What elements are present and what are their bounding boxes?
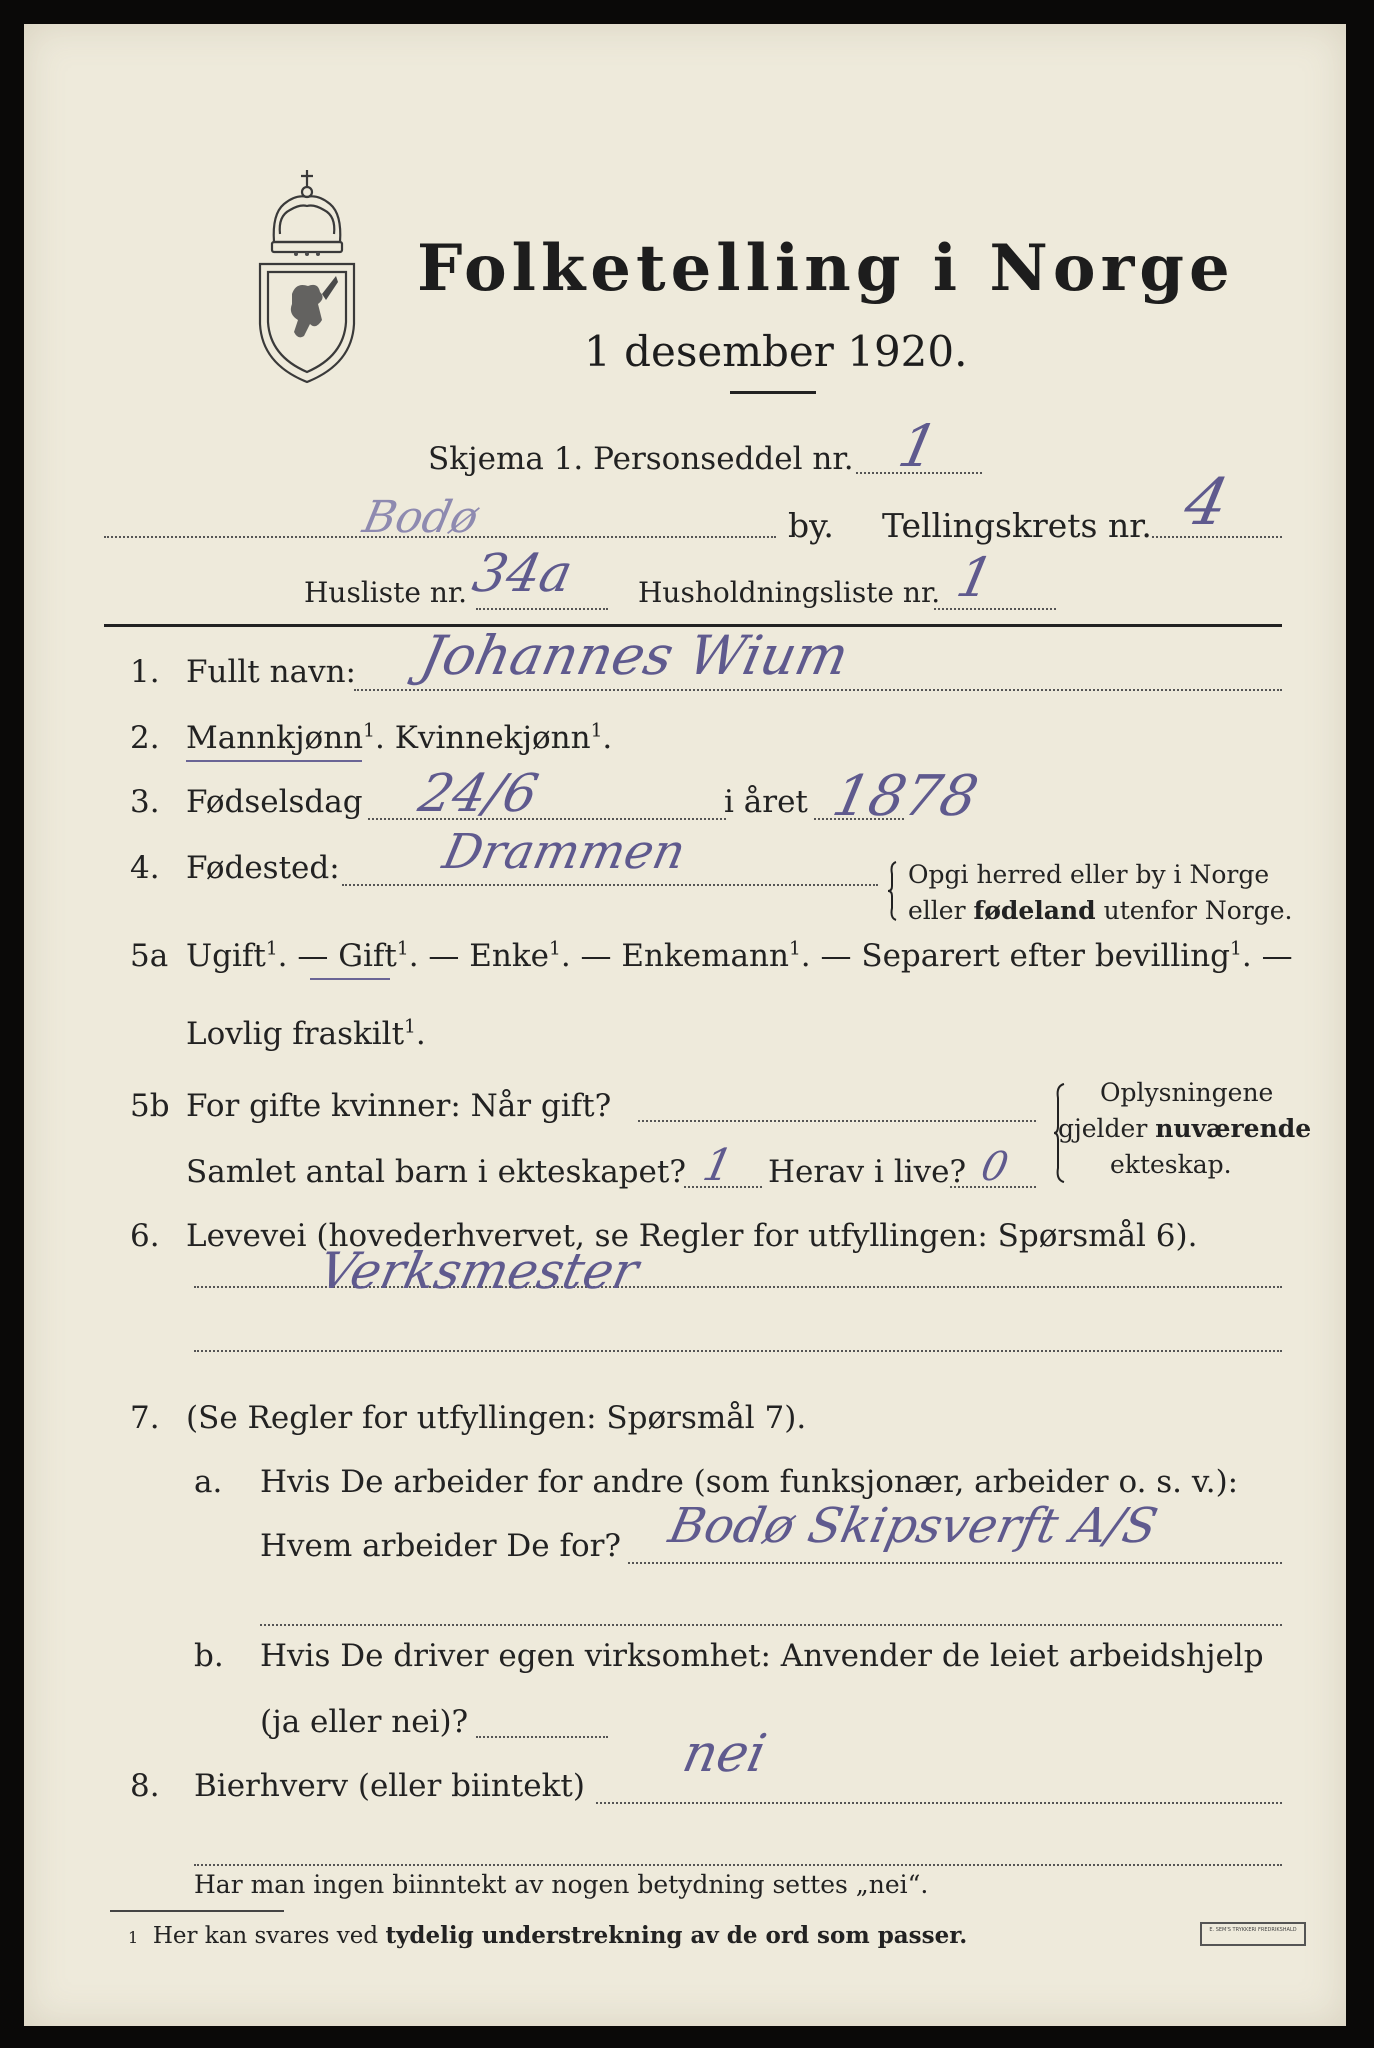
q3-number: 3. bbox=[130, 784, 160, 820]
q6-value: Verksmester bbox=[313, 1242, 644, 1300]
husliste-value: 34a bbox=[467, 544, 578, 604]
by-value: Bodø bbox=[358, 492, 483, 543]
by-label: by. bbox=[788, 506, 834, 545]
q5b-barn-label: Samlet antal barn i ekteskapet? bbox=[186, 1154, 686, 1190]
q5a-number: 5a bbox=[130, 938, 169, 974]
q5a-options: Ugift$^1$. — Gift$^1$. — Enke$^1$. — Enkemann$^1$. — Separert efter bevilling$^1$. — bbox=[186, 938, 1293, 974]
q7b-letter: b. bbox=[194, 1638, 224, 1674]
skjema-value: 1 bbox=[892, 412, 945, 480]
q7b-field[interactable] bbox=[476, 1736, 608, 1738]
q7b-line2: (ja eller nei)? bbox=[260, 1704, 469, 1740]
q2-female[interactable]: Kvinnekjønn bbox=[394, 720, 591, 756]
q1-field[interactable] bbox=[354, 689, 1282, 691]
q7b-line1: Hvis De driver egen virksomhet: Anvender de leiet arbeidshjelp bbox=[260, 1638, 1264, 1674]
census-form-sheet bbox=[24, 24, 1346, 2026]
tellingskrets-value: 4 bbox=[1178, 466, 1235, 540]
husholdning-label: Husholdningsliste nr. bbox=[638, 576, 941, 609]
q7a-line1: Hvis De arbeider for andre (som funksjonær, arbeider o. s. v.): bbox=[260, 1464, 1239, 1500]
q8-value: nei bbox=[677, 1724, 772, 1784]
q5b-note3: ekteskap. bbox=[1110, 1150, 1232, 1179]
husliste-label: Husliste nr. bbox=[304, 576, 468, 609]
q3-day-value: 24/6 bbox=[413, 764, 544, 824]
q3-label: Fødselsdag bbox=[186, 784, 363, 820]
form-date: 1 desember 1920. bbox=[584, 327, 968, 376]
q2-number: 2. bbox=[130, 720, 160, 756]
q3-year-label: i året bbox=[724, 784, 808, 820]
q3-year-value: 1878 bbox=[827, 764, 984, 829]
q4-field[interactable] bbox=[342, 884, 878, 886]
q7a-value: Bodø Skipsverft A/S bbox=[664, 1498, 1163, 1554]
q4-label: Fødested: bbox=[186, 850, 340, 886]
q4-brace-icon bbox=[886, 860, 900, 922]
q5b-note2: gjelder nuværende bbox=[1058, 1114, 1312, 1143]
q5b-married-field[interactable] bbox=[638, 1120, 1036, 1122]
q5a-gift-underline bbox=[310, 978, 390, 980]
q8-label: Bierhverv (eller biintekt) bbox=[194, 1768, 585, 1804]
q2-gender-options: Mannkjønn$^1$. Kvinnekjønn$^1$. bbox=[186, 720, 613, 756]
form-title: Folketelling i Norge bbox=[417, 231, 1235, 306]
q1-number: 1. bbox=[130, 654, 160, 690]
q7a-field-1[interactable] bbox=[628, 1562, 1282, 1564]
q4-note-line1: Opgi herred eller by i Norge bbox=[908, 860, 1270, 889]
title-divider bbox=[730, 391, 816, 394]
q5a-gift[interactable]: Gift bbox=[338, 938, 397, 974]
footnote: 1 Her kan svares ved tydelig understrekning av de ord som passer. bbox=[128, 1922, 968, 1949]
husholdning-value: 1 bbox=[951, 546, 1000, 609]
q8-number: 8. bbox=[130, 1768, 160, 1804]
tellingskrets-label: Tellingskrets nr. bbox=[882, 506, 1152, 545]
q6-label: Levevei (hovederhvervet, se Regler for utfyllingen: Spørsmål 6). bbox=[186, 1218, 1198, 1254]
q8-field-1[interactable] bbox=[596, 1802, 1282, 1804]
q7a-field-2[interactable] bbox=[260, 1624, 1282, 1626]
q7a-line2: Hvem arbeider De for? bbox=[260, 1528, 622, 1564]
q7-label: (Se Regler for utfyllingen: Spørsmål 7). bbox=[186, 1400, 807, 1436]
q4-number: 4. bbox=[130, 850, 160, 886]
q1-value: Johannes Wium bbox=[415, 624, 855, 687]
husliste-field[interactable] bbox=[476, 608, 608, 610]
q5b-barn-value: 1 bbox=[698, 1140, 738, 1191]
q7a-letter: a. bbox=[194, 1464, 223, 1500]
printer-stamp: E. SEM'S TRYKKERI FREDRIKSHALD bbox=[1200, 1922, 1306, 1946]
footnote-rule bbox=[110, 1910, 284, 1912]
q5b-live-value: 0 bbox=[977, 1144, 1013, 1190]
q5b-line1: For gifte kvinner: Når gift? bbox=[186, 1088, 612, 1124]
q5b-note1: Oplysningene bbox=[1100, 1078, 1274, 1107]
footer-note: Har man ingen biinntekt av nogen betydning settes „nei“. bbox=[194, 1870, 929, 1899]
q7-number: 7. bbox=[130, 1400, 160, 1436]
q6-field-2[interactable] bbox=[194, 1350, 1282, 1352]
q2-male[interactable]: Mannkjønn bbox=[186, 720, 364, 756]
q2-male-underline bbox=[186, 760, 362, 762]
q5b-number: 5b bbox=[130, 1088, 170, 1124]
q6-number: 6. bbox=[130, 1218, 160, 1254]
q4-value: Drammen bbox=[438, 824, 691, 880]
q5a-line2: Lovlig fraskilt$^1$. bbox=[186, 1016, 426, 1052]
q8-field-2[interactable] bbox=[194, 1864, 1282, 1866]
q5b-live-label: Herav i live? bbox=[768, 1154, 967, 1190]
coat-of-arms-icon bbox=[252, 164, 362, 389]
q4-note-line2: eller fødeland utenfor Norge. bbox=[908, 896, 1293, 925]
q1-label: Fullt navn: bbox=[186, 654, 356, 690]
skjema-label: Skjema 1. Personseddel nr. bbox=[428, 441, 854, 477]
